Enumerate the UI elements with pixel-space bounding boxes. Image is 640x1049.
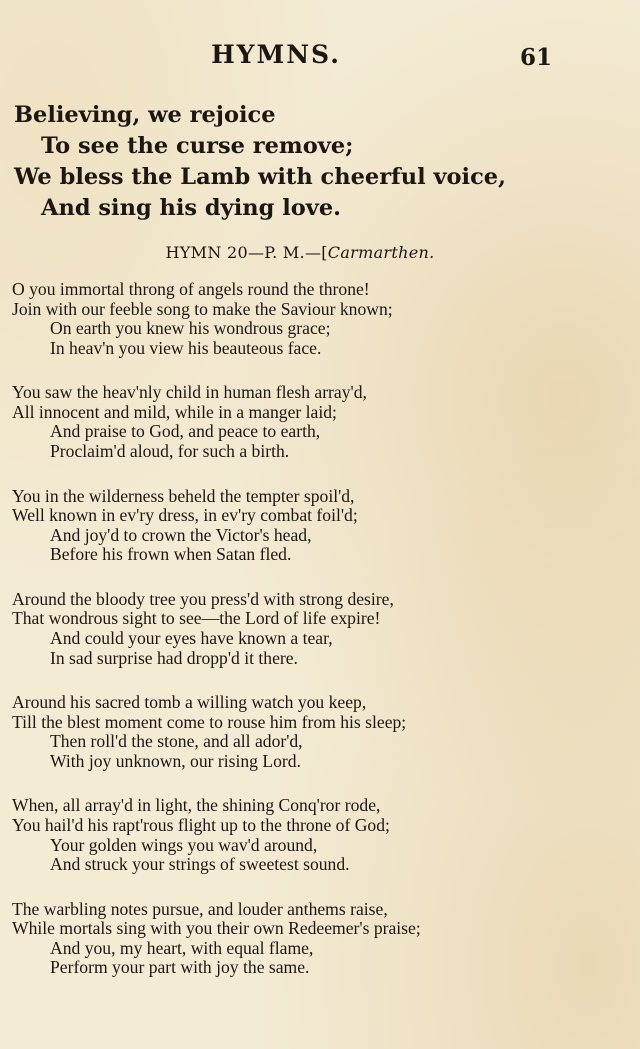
verse-line: O you immortal throng of angels round the throne! xyxy=(12,279,370,299)
hymn-heading xyxy=(0,243,600,262)
verse-line: And struck your strings of sweetest sound. xyxy=(50,854,350,875)
verse-line: Perform your part with joy the same. xyxy=(50,957,310,978)
tune-name: Carmarthen. xyxy=(327,243,435,262)
verse-line: Believing, we rejoice xyxy=(14,102,276,128)
hymn-body xyxy=(12,280,632,1003)
verse-line: Around the bloody tree you press'd with strong desire, xyxy=(12,588,394,609)
verse-line: Then roll'd the stone, and all ador'd, xyxy=(50,731,303,752)
verse-line: And you, my heart, with equal flame, xyxy=(50,937,314,958)
verse-line: And sing his dying love. xyxy=(41,195,341,221)
verse-line: When, all array'd in light, the shining Conq'ror rode, xyxy=(12,795,381,816)
verse-line: The warbling notes pursue, and louder anthems raise, xyxy=(12,898,388,919)
verse-line: Your golden wings you wav'd around, xyxy=(50,834,318,855)
stanza xyxy=(12,383,632,461)
verse-line: Join with our feeble song to make the Saviour known; xyxy=(12,298,393,319)
carry-over-stanza xyxy=(14,100,506,224)
stanza xyxy=(12,487,632,565)
verse-line: That wondrous sight to see—the Lord of life expire! xyxy=(12,608,381,629)
verse-line: All innocent and mild, while in a manger laid; xyxy=(12,401,337,422)
page-header xyxy=(0,40,640,76)
verse-line: In heav'n you view his beauteous face. xyxy=(50,337,322,358)
verse-line: You saw the heav'nly child in human flesh array'd, xyxy=(12,382,367,403)
stanza xyxy=(12,796,632,874)
verse-line: In sad surprise had dropp'd it there. xyxy=(50,647,298,668)
verse-line: Around his sacred tomb a willing watch you keep, xyxy=(12,692,367,713)
verse-line: To see the curse remove; xyxy=(41,133,354,159)
verse-line: While mortals sing with you their own Redeemer's praise; xyxy=(12,918,421,939)
verse-line: Till the blest moment come to rouse him from his sleep; xyxy=(12,711,407,732)
verse-line: On earth you knew his wondrous grace; xyxy=(50,318,331,339)
hymn-number: HYMN 20—P. M.—[ xyxy=(165,243,328,262)
verse-line: Before his frown when Satan fled. xyxy=(50,544,292,565)
verse-line: And could your eyes have known a tear, xyxy=(50,627,333,648)
verse-line: You hail'd his rapt'rous flight up to the throne of God; xyxy=(12,814,390,835)
verse-line: Well known in ev'ry dress, in ev'ry combat foil'd; xyxy=(12,505,358,526)
verse-line: We bless the Lamb with cheerful voice, xyxy=(14,164,506,190)
stanza xyxy=(12,280,632,358)
verse-line: Proclaim'd aloud, for such a birth. xyxy=(50,441,290,462)
verse-line: And praise to God, and peace to earth, xyxy=(50,421,321,442)
running-title: HYMNS. xyxy=(211,40,341,69)
verse-line: And joy'd to crown the Victor's head, xyxy=(50,524,312,545)
page-number: 61 xyxy=(519,44,552,71)
stanza xyxy=(12,900,632,978)
stanza xyxy=(12,590,632,668)
verse-line: You in the wilderness beheld the tempter spoil'd, xyxy=(12,485,355,506)
verse-line: With joy unknown, our rising Lord. xyxy=(50,750,301,771)
stanza xyxy=(12,693,632,771)
